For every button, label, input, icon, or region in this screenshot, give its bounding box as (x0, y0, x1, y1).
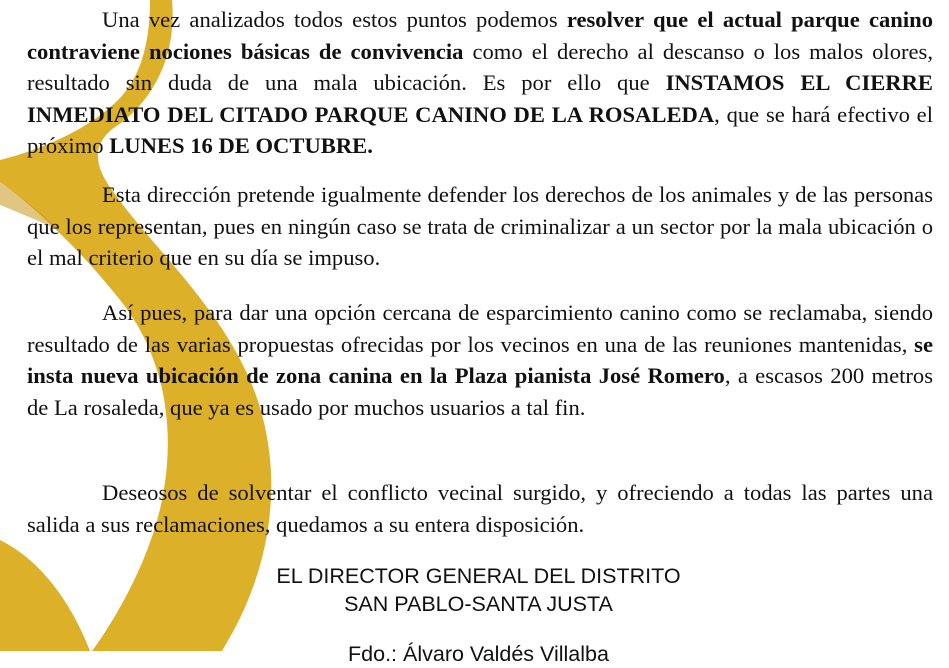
p1-text-2: como el derecho al descanso o los malos olores, resultado sin duda de una mala ubicación. Es por ello que (27, 38, 933, 95)
p1-text-3: , que se hará efectivo el próximo (27, 101, 933, 158)
p1-text-1: Una vez analizados todos estos puntos podemos (102, 7, 567, 32)
p4-text-1: Deseosos de solventar el conflicto vecinal surgido, y ofreciendo a todas las partes una salida a sus reclamaciones, quedamos a su entera disposición. (27, 480, 933, 537)
p3-bold-location: se insta nueva ubicación de zona canina en la Plaza pianista José Romero (27, 331, 933, 388)
p2-text-1: Esta dirección pretende igualmente defender los derechos de los animales y de las personas que los representan, pues en ningún caso se trata de criminalizar a un sector por la mala ubicación o el mal criterio que en su día se impuso. (27, 182, 933, 270)
paragraph-resolution (27, 4, 933, 162)
p1-bold-closure: INSTAMOS EL CIERRE INMEDIATO DEL CITADO PARQUE CANINO DE LA ROSALEDA (27, 70, 934, 127)
p3-text-2: , a escasos 200 metros de La rosaleda, que ya es usado por muchos usuarios a tal fin. (27, 363, 933, 420)
p1-bold-resolve: resolver que el actual parque canino contraviene nociones básicas de convivencia (27, 7, 934, 64)
paragraph-closing (27, 477, 933, 540)
paragraph-new-location (27, 297, 933, 423)
p3-text-1: Así pues, para dar una opción cercana de esparcimiento canino como se reclamaba, siendo resultado de las varias propuestas ofrecidas por los vecinos en una de las reuniones mantenidas, (27, 300, 933, 357)
signature-name-line: Fdo.: Álvaro Valdés Villalba (348, 642, 609, 666)
paragraph-rights (27, 179, 933, 274)
p1-bold-date: LUNES 16 DE OCTUBRE. (109, 133, 373, 158)
signature-title-line-1: EL DIRECTOR GENERAL DEL DISTRITO (276, 564, 681, 588)
signature-title-line-2: SAN PABLO-SANTA JUSTA (344, 592, 613, 616)
